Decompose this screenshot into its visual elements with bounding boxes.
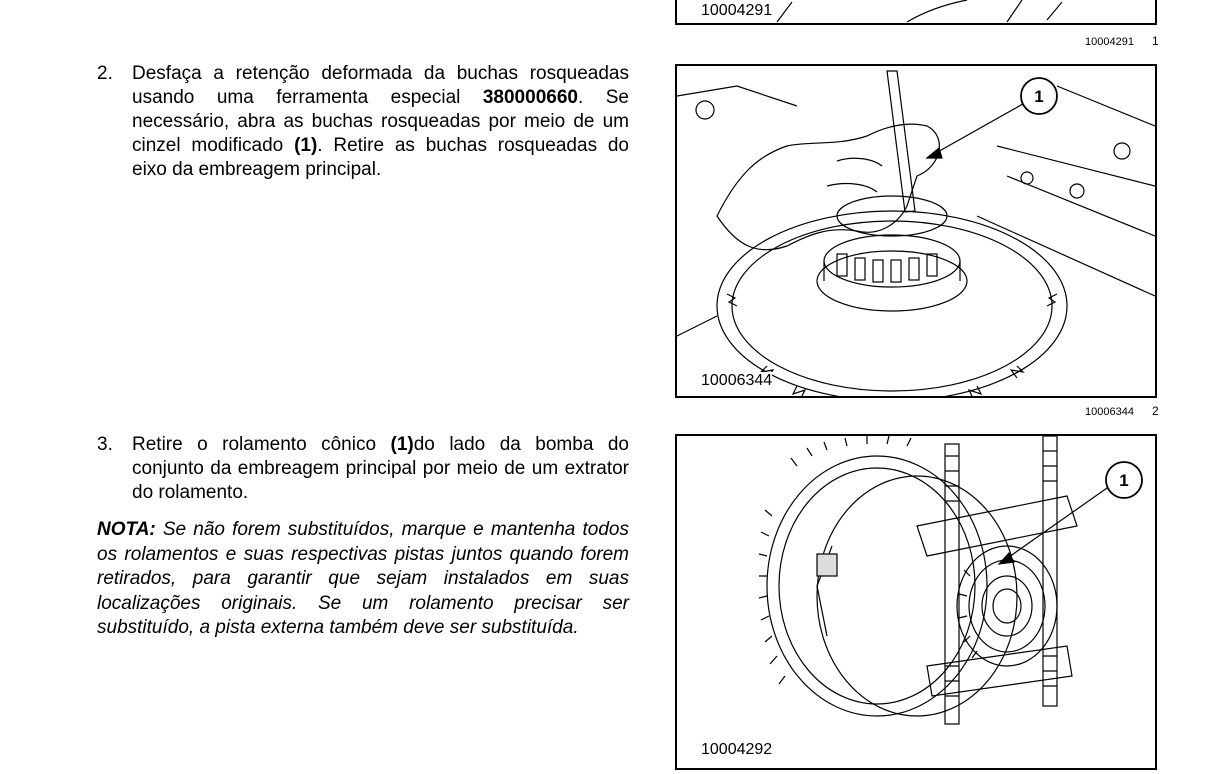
callout-label: 1 <box>1119 471 1129 490</box>
figure-bushing-removal <box>675 64 1157 398</box>
caption-id: 10004291 <box>1085 36 1134 48</box>
figure-caption-1 <box>1085 34 1159 48</box>
figure-drawing <box>677 436 1155 768</box>
reference-callout: (1) <box>390 434 414 455</box>
step-3 <box>97 433 629 505</box>
step-text-part: Desfaça a retenção deformada da buchas rosqueadas usando uma ferramenta especial <box>132 63 629 108</box>
step-2 <box>97 62 629 182</box>
figure-id: 10004292 <box>701 741 773 758</box>
note-label: NOTA: <box>97 519 156 540</box>
step-text-part: Retire o rolamento cônico <box>132 434 391 455</box>
figure-bearing-puller <box>675 434 1157 770</box>
step-number: 3. <box>97 434 113 455</box>
figure-id: 10006344 <box>701 372 773 389</box>
step-text <box>132 62 629 182</box>
callout-label: 1 <box>1034 87 1044 106</box>
figure-drawing <box>677 66 1155 396</box>
note <box>97 518 629 641</box>
caption-id: 10006344 <box>1085 406 1134 418</box>
caption-number: 1 <box>1151 34 1159 48</box>
step-text-part: . Retire as buchas rosqueadas do eixo da embreagem principal. <box>132 135 629 180</box>
step-text-part: do lado da bomba do conjunto da embreagem principal por meio de um extrator do rolamento. <box>132 434 629 503</box>
caption-number: 2 <box>1151 404 1159 418</box>
step-number: 2. <box>97 63 113 84</box>
step-text-part: . Se necessário, abra as buchas rosqueadas por meio de um cinzel modificado <box>132 87 629 156</box>
figure-top-partial <box>675 0 1157 25</box>
figure-caption-2 <box>1085 404 1159 418</box>
reference-callout: (1) <box>294 135 318 156</box>
step-text <box>132 433 629 505</box>
note-text: Se não forem substituídos, marque e mantenha todos os rolamentos e suas respectivas pistas juntos quando forem retirados, para garantir que sejam instalados em suas localizações originais. Se um rolamento precisar ser substituído, a pista externa também deve ser substituída. <box>97 519 629 638</box>
tool-number: 380000660 <box>482 87 578 108</box>
figure-id: 10004291 <box>701 2 773 19</box>
